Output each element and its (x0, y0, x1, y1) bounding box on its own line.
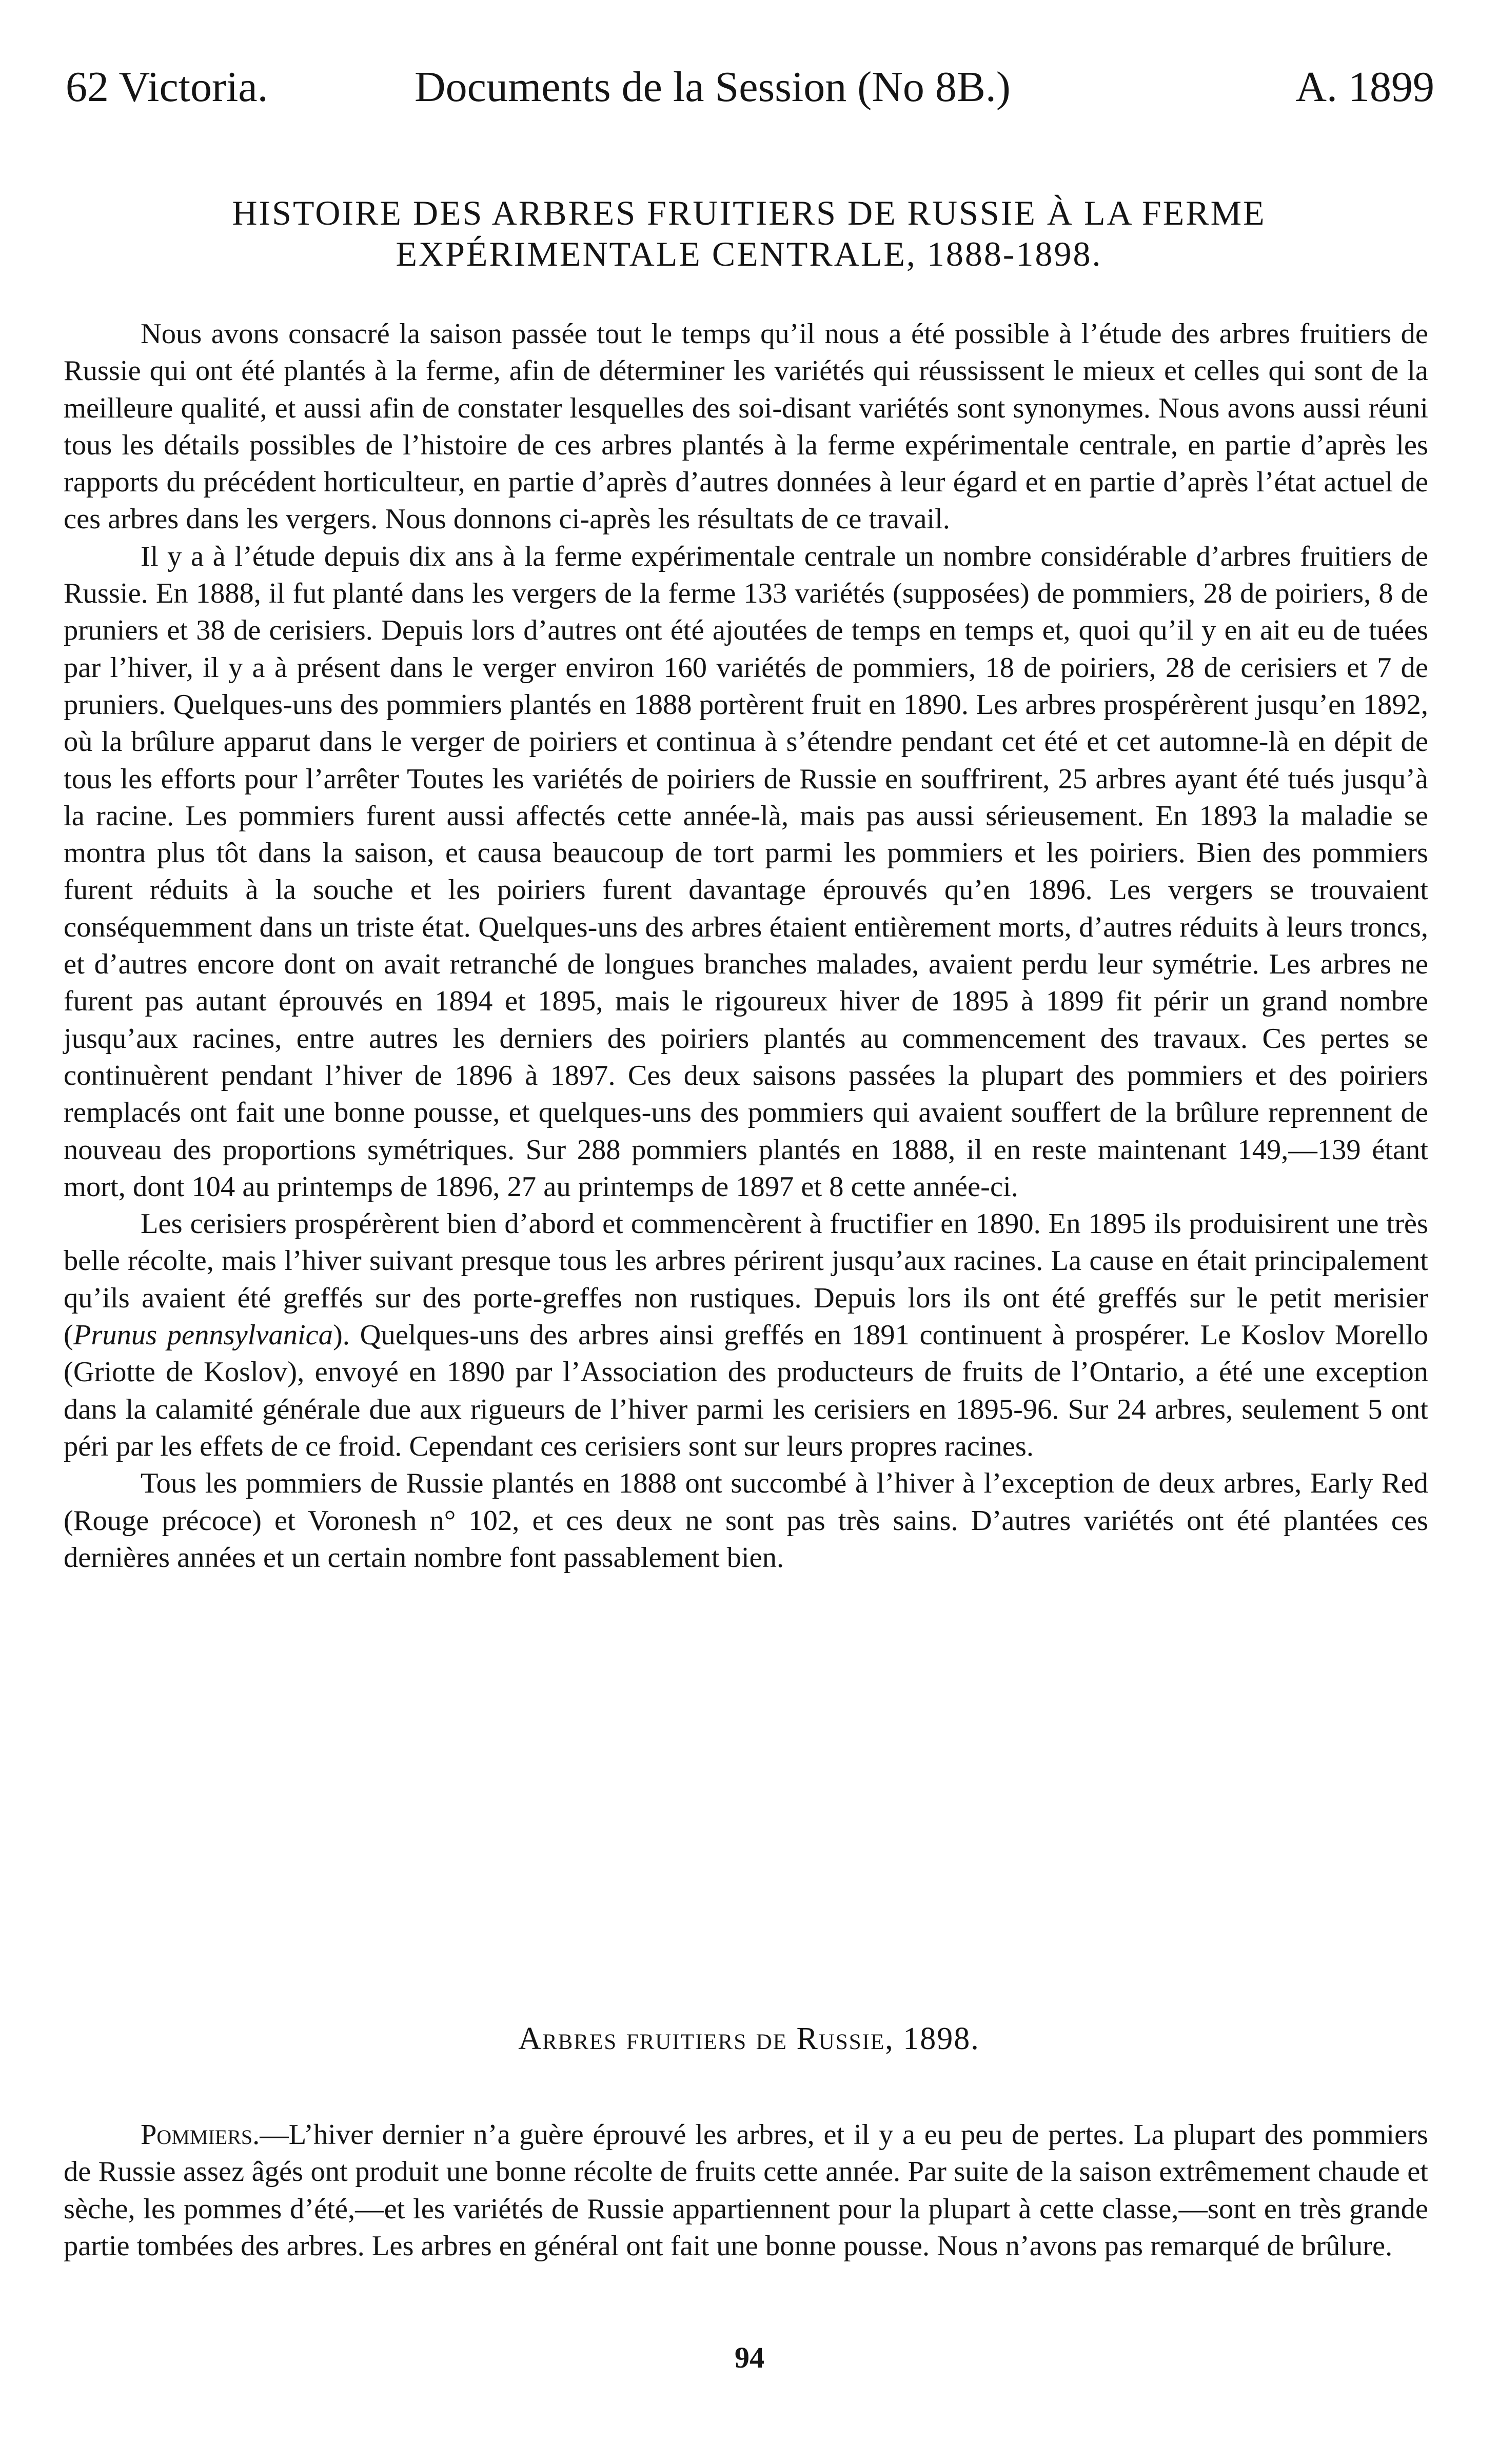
section-heading: Arbres fruitiers de Russie, 1898. (518, 2021, 980, 2056)
paragraph-1: Nous avons consacré la saison passée tout le temps qu’il nous a été possible à l’étude des arbres fruitiers de Russie qui ont été plantés à la ferme, afin de déterminer les variétés qui réussissent le mieux et celles qui sont de la meilleure qualité, et aussi afin de constater lesquelles des soi-disant variétés sont synonymes. Nous avons aussi réuni tous les détails possibles de l’histoire de ces arbres plantés à la ferme expérimentale centrale, en partie d’après les rapports du précédent horticulteur, en partie d’après d’autres données à leur égard et en partie d’après l’état actuel de ces arbres dans les vergers. Nous donnons ci-après les résultats de ce travail. (64, 318, 1428, 535)
running-head-left: 62 Victoria. (66, 63, 268, 111)
article-title-line-1: HISTOIRE DES ARBRES FRUITIERS DE RUSSIE À LA FERME (232, 193, 1266, 232)
paragraph-3-part-1: Les cerisiers prospérèrent bien d’abord et commencèrent à fructifier en 1890. En 1895 ils produisirent une très belle récolte, mais l’hiver suivant presque tous les arbres périrent jusqu’aux racines. La cause en était principalement qu’ils avaient été greffés sur des porte-greffes non rustiques. Depuis lors ils ont été greffés sur le petit merisier ( (64, 1208, 1428, 1352)
article-body (64, 315, 1428, 1576)
pommiers-text: —L’hiver dernier n’a guère éprouvé les arbres, et il y a eu peu de pertes. La plupart des pommiers de Russie assez âgés ont produit une bonne récolte de fruits cette année. Par suite de la saison extrêmement chaude et sèche, les pommes d’été,—et les variétés de Russie appartiennent pour la plupart à cette classe,—sont en très grande partie tombées des arbres. Les arbres en général ont fait une bonne pousse. Nous n’avons pas remarqué de brûlure. (64, 2119, 1428, 2262)
running-head-right: A. 1899 (1295, 63, 1434, 111)
article-title-line-2: EXPÉRIMENTALE CENTRALE, 1888-1898. (396, 234, 1102, 273)
paragraph-4: Tous les pommiers de Russie plantés en 1888 ont succombé à l’hiver à l’exception de deux arbres, Early Red (Rouge précoce) et Voronesh n° 102, et ces deux ne sont pas très sains. D’autres variétés ont été plantées ces dernières années et un certain nombre font passablement bien. (64, 1467, 1428, 1574)
paragraph-2: Il y a à l’étude depuis dix ans à la ferme expérimentale centrale un nombre considérable d’arbres fruitiers de Russie. En 1888, il fut planté dans les vergers de la ferme 133 variétés (supposées) de pommiers, 28 de poiriers, 8 de pruniers et 38 de cerisiers. Depuis lors d’autres ont été ajoutées de temps en temps et, quoi qu’il y en ait eu de tuées par l’hiver, il y a à présent dans le verger environ 160 variétés de pommiers, 18 de poiriers, 28 de cerisiers et 7 de pruniers. Quelques-uns des pommiers plantés en 1888 portèrent fruit en 1890. Les arbres prospérèrent jusqu’en 1892, où la brûlure apparut dans le verger de poiriers et continua à s’étendre pendant cet été et cet automne-là en dépit de tous les efforts pour l’arrêter Toutes les variétés de poiriers de Russie en souffrirent, 25 arbres ayant été tués jusqu’à la racine. Les pommiers furent aussi affectés cette année-là, mais pas aussi sérieusement. En 1893 la maladie se montra plus tôt dans la saison, et causa beaucoup de tort parmi les pommiers et les poiriers. Bien des pommiers furent réduits à la souche et les poiriers furent davantage éprouvés qu’en 1896. Les vergers se trouvaient conséquemment dans un triste état. Quelques-uns des arbres étaient entièrement morts, d’autres réduits à leurs troncs, et d’autres encore dont on avait retranché de longues branches malades, avaient perdu leur symétrie. Les arbres ne furent pas autant éprouvés en 1894 et 1895, mais le rigoureux hiver de 1895 à 1899 fit périr un grand nombre jusqu’aux racines, entre autres les derniers des poiriers plantés au commencement des travaux. Ces pertes se continuèrent pendant l’hiver de 1896 à 1897. Ces deux saisons passées la plupart des pommiers et des poiriers remplacés ont fait une bonne pousse, et quelques-uns des pommiers qui avaient souffert de la brûlure reprennent de nouveau des proportions symétriques. Sur 288 pommiers plantés en 1888, il en reste maintenant 149,—139 étant mort, dont 104 au printemps de 1896, 27 au printemps de 1897 et 8 cette année-ci. (64, 540, 1428, 1203)
paragraph-3 (64, 1205, 1428, 1465)
pommiers-paragraph (64, 2116, 1428, 2264)
pommiers-section (64, 2116, 1428, 2264)
running-head-center: Documents de la Session (No 8B.) (415, 63, 1011, 111)
page-number: 94 (735, 2341, 764, 2374)
paragraph-3-part-2: ). Quelques-uns des arbres ainsi greffés en 1891 continuent à prospérer. Le Koslov Morello (Griotte de Koslov), envoyé en 1890 par l’Association des producteurs de fruits de l’Ontario, a été une exception dans la calamité générale due aux rigueurs de l’hiver parmi les cerisiers en 1895-96. Sur 24 arbres, seulement 5 ont péri par les effets de ce froid. Cependant ces cerisiers sont sur leurs propres racines. (64, 1319, 1428, 1462)
species-name: Prunus pennsylvanica (73, 1319, 333, 1352)
pommiers-label: Pommiers. (141, 2119, 260, 2151)
article-title (62, 192, 1436, 274)
running-head (66, 62, 1434, 113)
